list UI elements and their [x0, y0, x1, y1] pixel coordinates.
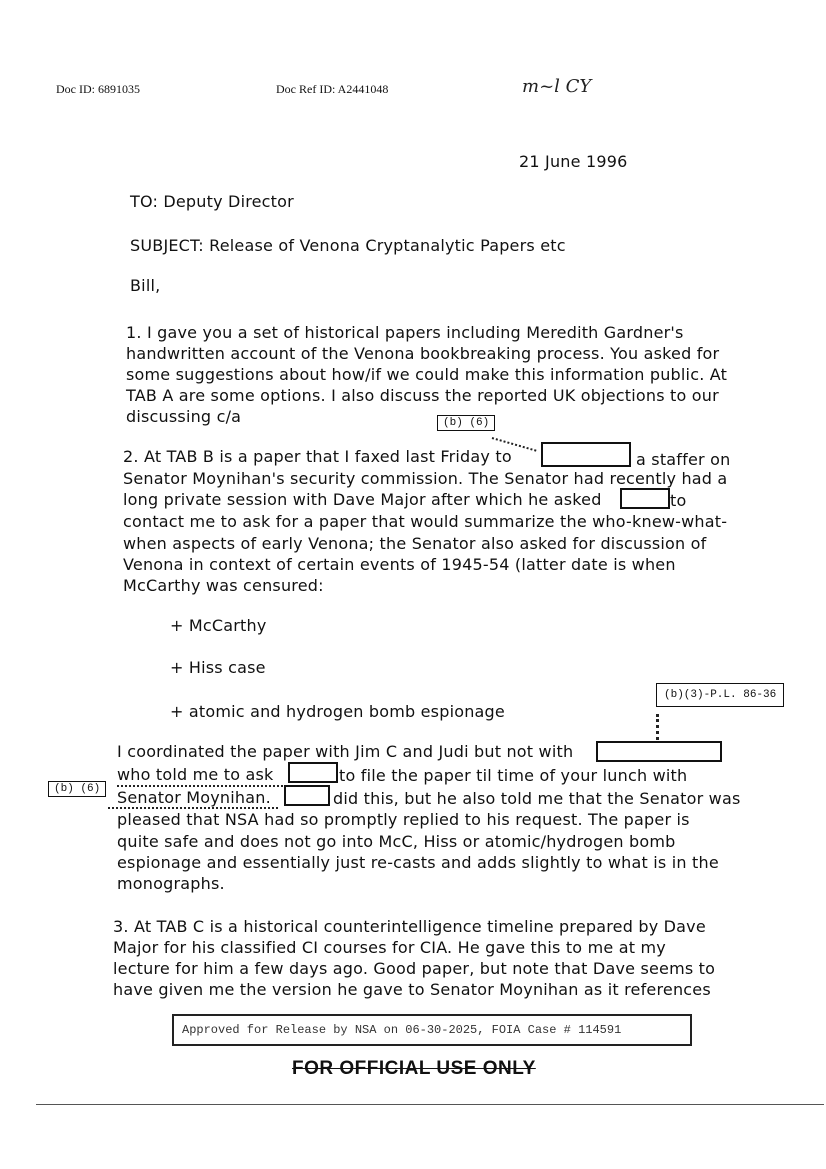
para2-line-3b: to	[670, 491, 687, 510]
paragraph-1	[126, 322, 727, 427]
bullet-item: + McCarthy	[170, 616, 267, 635]
handwritten-note: m~l CY	[522, 76, 592, 97]
redaction-box	[596, 741, 722, 762]
doc-ref-id: Doc Ref ID: A2441048	[276, 82, 389, 96]
para2b-line-1: I coordinated the paper with Jim C and Judi but not with	[117, 742, 574, 761]
para2b-line-3b: did this, but he also told me that the Senator was	[333, 789, 741, 808]
paragraph-3	[113, 916, 715, 1000]
memo-salutation: Bill,	[130, 276, 161, 295]
redaction-box	[620, 488, 670, 509]
para2b-line-2b: to file the paper til time of your lunch with	[339, 766, 688, 785]
release-stamp: Approved for Release by NSA on 06-30-2025, FOIA Case # 114591	[172, 1014, 692, 1046]
para2b-line-3a: Senator Moynihan.	[117, 788, 271, 807]
memo-date: 21 June 1996	[519, 152, 628, 171]
para3-line: 3. At TAB C is a historical counterintelligence timeline prepared by Dave	[113, 917, 706, 936]
para2-line-1b: a staffer on	[636, 450, 731, 469]
para1-line: handwritten account of the Venona bookbreaking process. You asked for	[126, 344, 720, 363]
memo-subject: SUBJECT: Release of Venona Cryptanalytic Papers etc	[130, 236, 566, 255]
para2b-line-6: espionage and essentially just re-casts and adds slightly to what is in the	[117, 853, 719, 872]
bullet-item: + atomic and hydrogen bomb espionage	[170, 702, 505, 721]
doc-id: Doc ID: 6891035	[56, 82, 140, 96]
para2b-line-4: pleased that NSA had so promptly replied to his request. The paper is	[117, 810, 690, 829]
para2-line-4: contact me to ask for a paper that would summarize the who-knew-what-	[123, 512, 728, 531]
para2b-line-5: quite safe and does not go into McC, Hiss or atomic/hydrogen bomb	[117, 832, 676, 851]
para2-line-5: when aspects of early Venona; the Senator also asked for discussion of	[123, 534, 707, 553]
exemption-label-b6-left: (b) (6)	[48, 781, 106, 797]
classification-marking: FOR OFFICIAL USE ONLY	[292, 1058, 536, 1079]
para2b-line-2a: who told me to ask	[117, 765, 274, 784]
para1-line: TAB A are some options. I also discuss the reported UK objections to our	[126, 386, 719, 405]
redaction-box	[284, 785, 330, 806]
para2-line-1a: 2. At TAB B is a paper that I faxed last Friday to	[123, 447, 512, 466]
memo-to: TO: Deputy Director	[130, 192, 294, 211]
para3-line: Major for his classified CI courses for CIA. He gave this to me at my	[113, 938, 666, 957]
exemption-label-b6-top: (b) (6)	[437, 415, 495, 431]
dotted-leader	[656, 714, 659, 740]
para2-line-7: McCarthy was censured:	[123, 576, 324, 595]
para2-line-6: Venona in context of certain events of 1945-54 (latter date is when	[123, 555, 676, 574]
para1-line: 1. I gave you a set of historical papers including Meredith Gardner's	[126, 323, 684, 342]
exemption-label-b3: (b)(3)-P.L. 86-36	[656, 683, 784, 707]
redaction-box	[541, 442, 631, 467]
para1-line: some suggestions about how/if we could make this information public. At	[126, 365, 728, 384]
para3-line: lecture for him a few days ago. Good paper, but note that Dave seems to	[113, 959, 716, 978]
page-bottom-rule	[36, 1104, 824, 1105]
para1-line: discussing c/a	[126, 407, 242, 426]
para2-line-3a: long private session with Dave Major after which he asked	[123, 490, 602, 509]
para2b-line-7: monographs.	[117, 874, 225, 893]
para3-line: have given me the version he gave to Senator Moynihan as it references	[113, 980, 711, 999]
bullet-item: + Hiss case	[170, 658, 266, 677]
para2-line-2: Senator Moynihan's security commission. The Senator had recently had a	[123, 469, 728, 488]
redaction-box	[288, 762, 338, 783]
